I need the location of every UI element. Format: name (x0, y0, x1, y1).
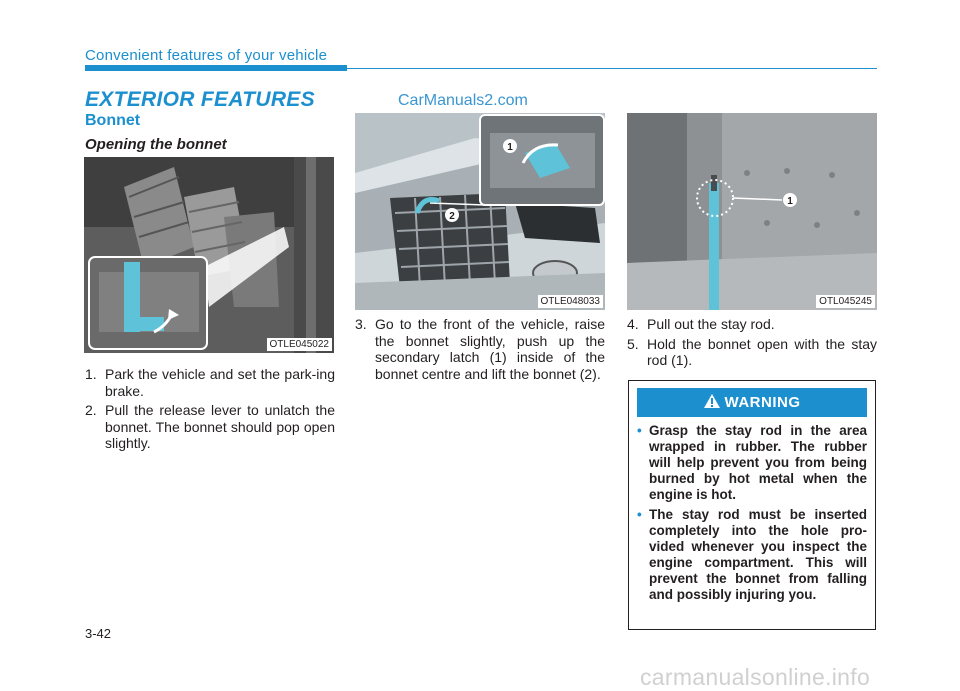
section-header: Convenient features of your vehicle (85, 47, 328, 64)
figure-release-lever (84, 157, 334, 353)
warning-item: • The stay rod must be inserted completely into the hole pro-vided whenever you inspect the engine compartment. This will prevent the bonnet from falling and possibly injuring you. (637, 507, 867, 602)
step-item: 2. Pull the release lever to unlatch the bonnet. The bonnet should pop open slightly. (85, 402, 335, 451)
topic-heading: Opening the bonnet (85, 136, 227, 153)
step-item: 4. Pull out the stay rod. (627, 316, 775, 332)
steps-list-col1 (85, 366, 335, 455)
section-subtitle: Bonnet (85, 112, 141, 129)
callout-1-label: 1 (507, 142, 513, 153)
figure-code: OTL045245 (816, 295, 875, 308)
bullet-icon: • (637, 507, 642, 522)
step-item: 1. Park the vehicle and set the park-ing brake. (85, 366, 335, 399)
step-item: 5. Hold the bonnet open with the stay rod (1). (627, 335, 877, 368)
figure-secondary-latch (355, 113, 605, 310)
callout-2-label: 2 (449, 211, 455, 222)
steps-list-col2 (355, 316, 605, 385)
page-title: EXTERIOR FEATURES (85, 88, 315, 111)
warning-header (637, 388, 867, 417)
header-rule (347, 68, 877, 69)
page-number: 3-42 (85, 626, 112, 641)
figure-code: OTLE048033 (538, 295, 604, 308)
figure-stay-rod (627, 113, 877, 310)
warning-icon (704, 394, 720, 408)
warning-list (637, 423, 867, 607)
warning-label: WARNING (724, 394, 801, 411)
warning-box (628, 380, 876, 630)
watermark: CarManuals2.com (398, 92, 528, 109)
figure-code: OTLE045022 (267, 338, 333, 351)
step-item: 3. Go to the front of the vehicle, raise the bonnet slightly, push up the secondary latch (1) inside of the bonnet centre and lift the bonnet (2). (355, 316, 605, 382)
bullet-icon: • (637, 423, 642, 438)
footer-watermark: carmanualsonline.info (640, 664, 871, 690)
steps-list-col3 (627, 316, 877, 372)
warning-item: • Grasp the stay rod in the area wrapped in rubber. The rubber will help prevent you from being burned by hot metal when the engine is hot. (637, 423, 867, 502)
callout-1-label: 1 (787, 196, 793, 207)
header-bar (85, 65, 347, 71)
